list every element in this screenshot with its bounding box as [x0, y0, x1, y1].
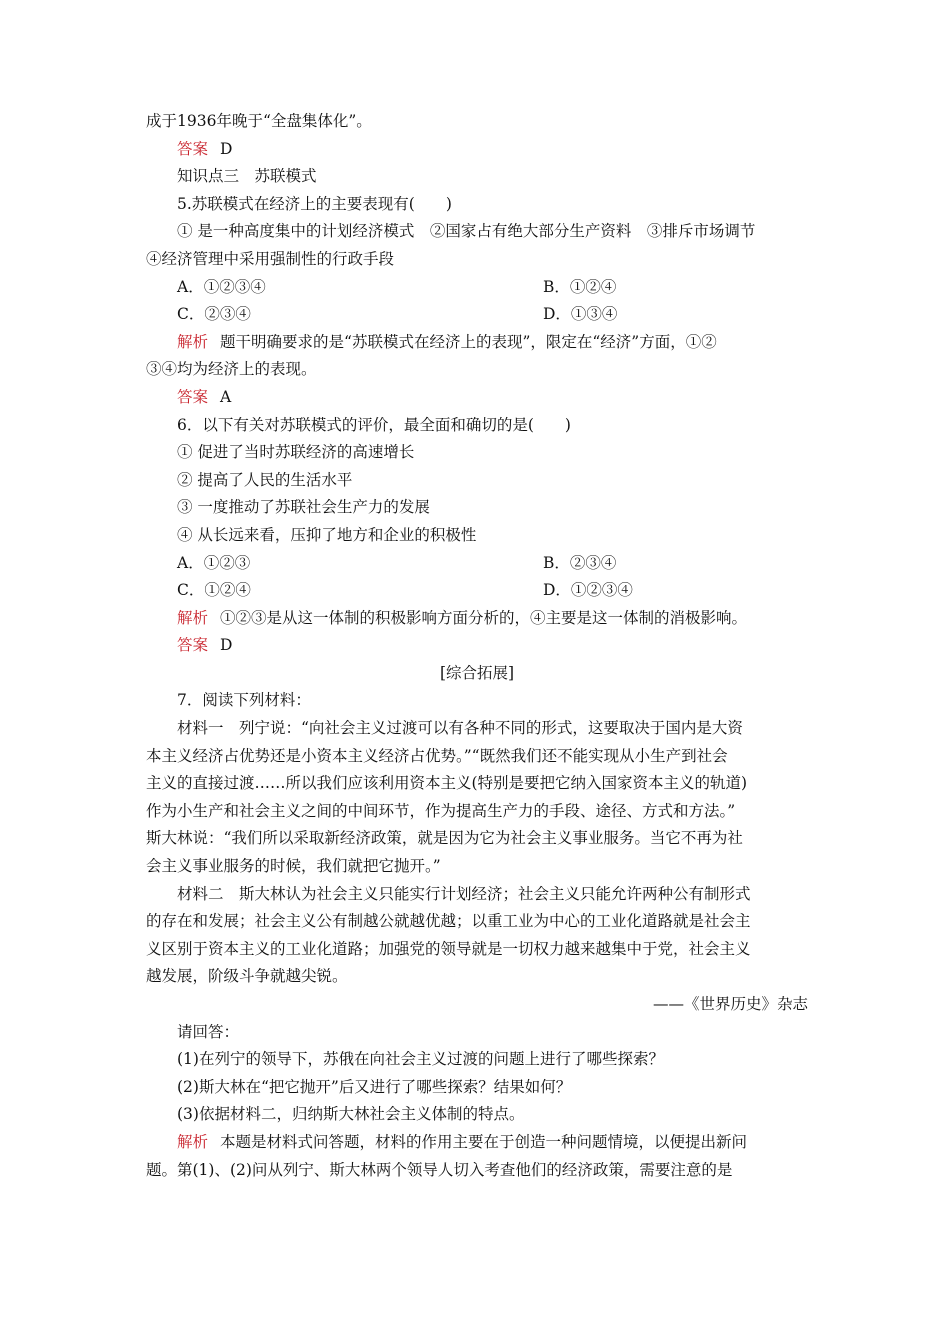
option-b: B．②③④	[543, 553, 617, 572]
question-6-item: ① 促进了当时苏联经济的高速增长	[177, 443, 415, 462]
option-row	[146, 301, 808, 329]
option-a: A．①②③	[177, 553, 251, 572]
document-page	[146, 108, 808, 1184]
answer-line	[146, 136, 808, 164]
answer-label: 答案	[177, 139, 209, 158]
analysis-text: 题干明确要求的是“苏联模式在经济上的表现”，限定在“经济”方面，①②	[220, 332, 717, 351]
option-c: C．②③④	[177, 305, 251, 324]
section-heading: [综合拓展]	[439, 663, 515, 682]
analysis-line	[146, 1129, 808, 1157]
option-d: D．①③④	[543, 305, 618, 324]
answer-label: 答案	[177, 387, 209, 406]
option-a: A．①②③④	[177, 277, 266, 296]
option-b: B．①②④	[543, 277, 617, 296]
question-5-items-cont: ④经济管理中采用强制性的行政手段	[146, 249, 395, 268]
sub-question-2: (2)斯大林在“把它抛开”后又进行了哪些探索？结果如何？	[177, 1077, 572, 1096]
analysis-label: 解析	[177, 332, 209, 351]
text-line: 成于1936年晚于“全盘集体化”。	[146, 112, 372, 130]
sub-question-1: (1)在列宁的领导下，苏俄在向社会主义过渡的问题上进行了哪些探索？	[177, 1050, 664, 1069]
question-5-items: ① 是一种高度集中的计划经济模式 ②国家占有绝大部分生产资料 ③排斥市场调节	[177, 222, 756, 241]
option-c: C．①②④	[177, 581, 251, 600]
question-6-item: ④ 从长远来看，压抑了地方和企业的积极性	[177, 525, 477, 544]
material-1-line: 斯大林说：“我们所以采取新经济政策，就是因为它为社会主义事业服务。当它不再为社	[146, 829, 743, 848]
answer-line	[146, 632, 808, 660]
analysis-text: ①②③是从这一体制的积极影响方面分析的，④主要是这一体制的消极影响。	[220, 608, 748, 627]
sub-question-3: (3)依据材料二，归纳斯大林社会主义体制的特点。	[177, 1105, 525, 1124]
analysis-text-cont: ③④均为经济上的表现。	[146, 360, 317, 379]
question-6-item: ② 提高了人民的生活水平	[177, 470, 353, 489]
question-6-item: ③ 一度推动了苏联社会生产力的发展	[177, 498, 430, 517]
question-6-stem: 6．以下有关对苏联模式的评价，最全面和确切的是( )	[177, 415, 571, 434]
material-2-line: 材料二 斯大林认为社会主义只能实行计划经济；社会主义只能允许两种公有制形式	[177, 884, 751, 903]
material-2-line: 义区别于资本主义的工业化道路；加强党的领导就是一切权力越来越集中于党，社会主义	[146, 939, 751, 958]
question-5-stem: 5.苏联模式在经济上的主要表现有( )	[177, 194, 452, 213]
analysis-label: 解析	[177, 608, 209, 627]
option-d: D．①②③④	[543, 581, 633, 600]
prompt-line: 请回答：	[177, 1022, 240, 1041]
question-7-stem: 7．阅读下列材料：	[177, 691, 311, 710]
material-2-line: 越发展，阶级斗争就越尖锐。	[146, 967, 348, 986]
answer-line	[146, 384, 808, 412]
source-citation: ——《世界历史》杂志	[652, 995, 808, 1013]
answer-label: 答案	[177, 636, 209, 655]
material-1-line: 主义的直接过渡……所以我们应该利用资本主义(特别是要把它纳入国家资本主义的轨道)	[146, 774, 748, 793]
analysis-text-cont: 题。第(1)、(2)问从列宁、斯大林两个领导人切入考查他们的经济政策，需要注意的是	[146, 1160, 733, 1179]
option-row	[146, 274, 808, 302]
option-row	[146, 550, 808, 578]
material-1-line: 作为小生产和社会主义之间的中间环节，作为提高生产力的手段、途径、方式和方法。”	[146, 801, 736, 820]
answer-value: A	[220, 387, 232, 406]
analysis-label: 解析	[177, 1132, 209, 1151]
material-1-line: 会主义事业服务的时候，我们就把它抛开。”	[146, 857, 441, 876]
answer-value: D	[220, 139, 233, 158]
analysis-line	[146, 329, 808, 357]
analysis-line	[146, 605, 808, 633]
analysis-text: 本题是材料式问答题，材料的作用主要在于创造一种问题情境，以便提出新问	[220, 1132, 748, 1151]
material-2-line: 的存在和发展；社会主义公有制越公就越优越；以重工业为中心的工业化道路就是社会主	[146, 912, 751, 931]
material-1-line: 材料一 列宁说：“向社会主义过渡可以有各种不同的形式，这要取决于国内是大资	[177, 719, 743, 738]
option-row	[146, 577, 808, 605]
answer-value: D	[220, 636, 233, 655]
knowledge-point-heading: 知识点三 苏联模式	[177, 167, 317, 186]
material-1-line: 本主义经济占优势还是小资本主义经济占优势。”“既然我们还不能实现从小生产到社会	[146, 746, 728, 765]
